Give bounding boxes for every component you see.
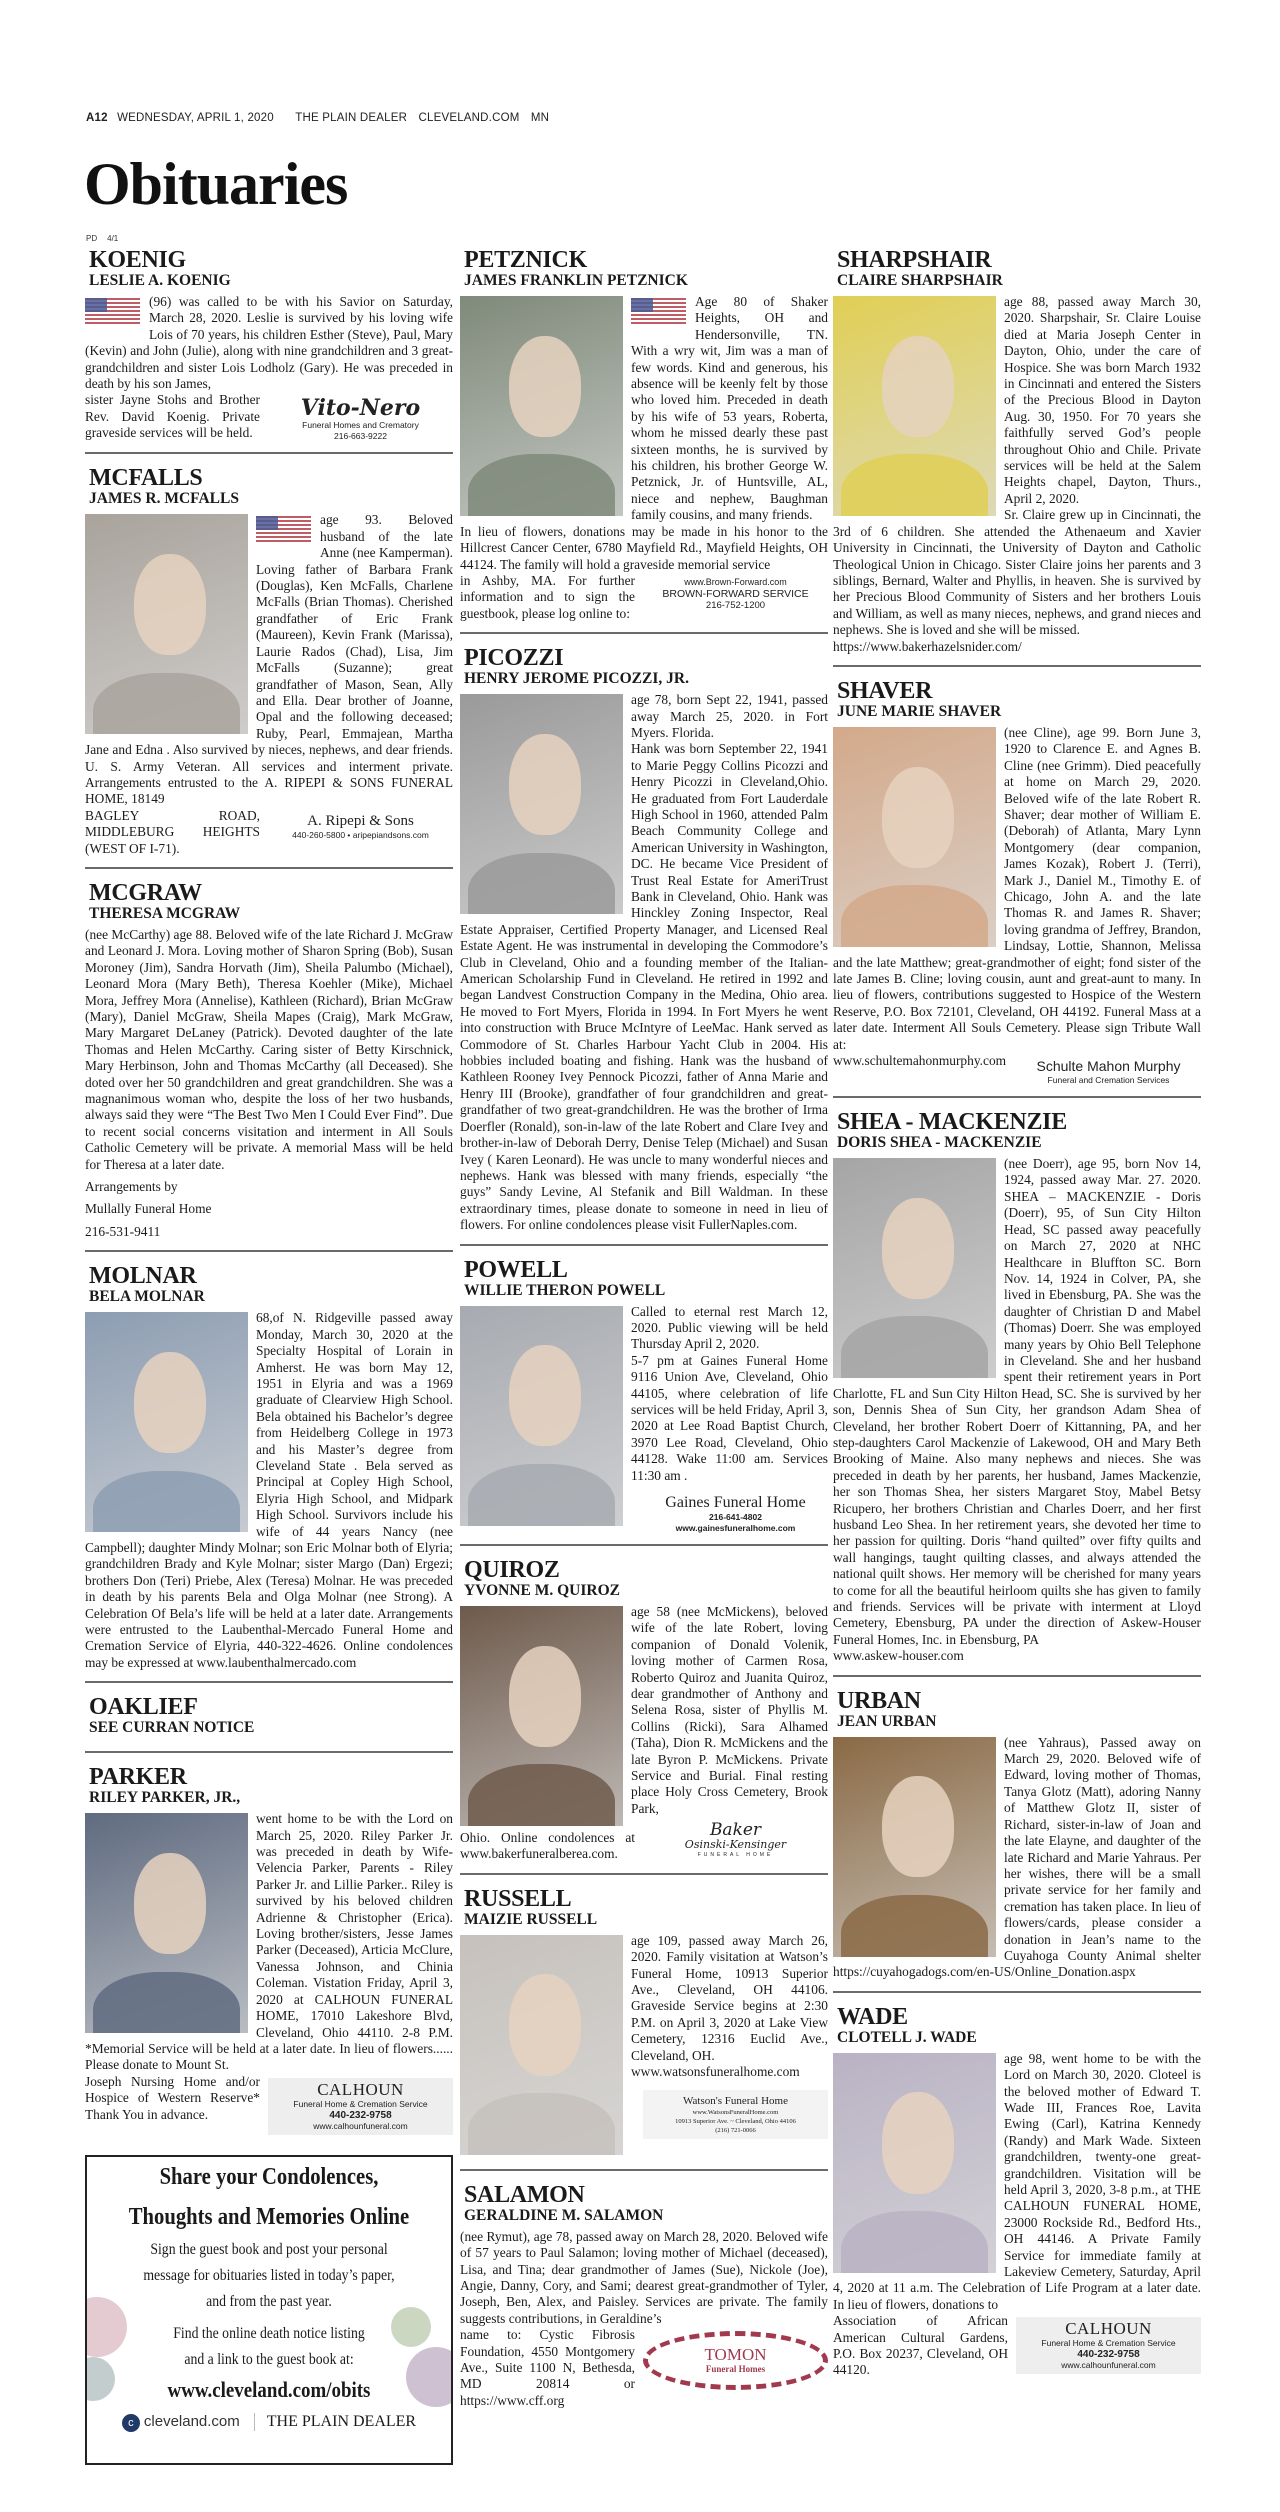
- obituary-surname: POWELL: [464, 1256, 568, 1283]
- obits-link[interactable]: www.cleveland.com/obits: [167, 2376, 371, 2402]
- obituary-full-name: JEAN URBAN: [837, 1712, 937, 1730]
- obituary-paragraph: age 78, born Sept 22, 1941, passed away March 25, 2020. in Fort Myers. Florida.: [631, 692, 828, 740]
- shoulders-shape: [468, 454, 615, 516]
- ad-headline: Thoughts and Memories Online: [128, 2203, 410, 2230]
- obituary-paragraph: www.askew-houser.com: [833, 1648, 964, 1664]
- funeral-home-logo[interactable]: [643, 577, 828, 611]
- obituary-koenig: [85, 246, 453, 454]
- logo-text: A. Ripepi & Sons: [307, 812, 414, 829]
- obituary-text: [460, 692, 828, 1233]
- masthead: [86, 112, 557, 124]
- obituary-wade: [833, 2003, 1201, 2389]
- face-shape: [882, 1198, 954, 1299]
- obituary-molnar: [85, 1262, 453, 1683]
- shoulders-shape: [468, 2093, 615, 2155]
- cleveland-brand: cleveland.com: [143, 2412, 240, 2430]
- obituary-closing: Joseph Nursing Home and/or Hospice of Western Reserve* Thank You in advance.: [85, 2073, 260, 2122]
- face-shape: [882, 2092, 954, 2193]
- face-shape: [509, 1974, 581, 2075]
- obituary-text: [460, 1304, 828, 1534]
- obituary-text: [85, 294, 453, 442]
- obituary-powell: [460, 1256, 828, 1546]
- shoulders-shape: [841, 2211, 988, 2273]
- american-flag-icon: [256, 516, 311, 543]
- funeral-home-logo[interactable]: [1016, 2317, 1201, 2374]
- obituary-parker: [85, 1763, 453, 2145]
- obituary-petznick: [460, 246, 828, 634]
- obituary-full-name: JAMES R. MCFALLS: [89, 490, 239, 508]
- shoulders-shape: [468, 1764, 615, 1826]
- column-2: [460, 246, 828, 2429]
- obituary-quiroz: [460, 1556, 828, 1875]
- face-shape: [134, 554, 206, 655]
- edition: MN: [530, 112, 550, 124]
- logo-text: Funeral Home & Cremation Service: [293, 2098, 428, 2109]
- obituary-surname: RUSSELL: [464, 1885, 572, 1912]
- arrangements-line: Arrangements by: [85, 1179, 178, 1195]
- portrait-photo: [833, 2053, 996, 2273]
- ad-text: Find the online death notice listing: [173, 2324, 365, 2342]
- face-shape: [882, 1776, 954, 1877]
- plain-dealer-brand: THE PLAIN DEALER: [254, 2413, 416, 2431]
- obituary-closing: in Ashby, MA. For further information and to sign the guestbook, please log online to:: [460, 572, 635, 621]
- obituary-text: [85, 1811, 453, 2131]
- obituary-paragraph: (nee Cline), age 99. Born June 3, 1920 to Clarence E. and Agnes B. Cline (nee Grimm). Died peacefully at home on March 29, 2020. Beloved wife of the late Robert R. Shaver; dear mother of William E. (Deborah) of Atlanta, Mary Lynn Montgomery (dear companion, James Kozak), Robert J. (Terri), Mark J., Daniel M., Timothy E. of Chicago, John A. and the late Thomas R. and James R. Shaver; loving grandma of Jeffrey, Brandon, Lindsay, Lottie, Shannon, Melissa and the late Matthew; great-grandmother of eight; fond sister of the late James B. Cline; loving cousin, aunt and great-aunt to many. In lieu of flowers, contributions suggested to Hospice of the Western Reserve, P.O. Box 72101, Cleveland, OH 44192. Funeral Mass at a later date. Interment All Souls Cemetery. Please sign Tribute Wall at:: [833, 724, 1201, 1052]
- ad-text: and from the past year.: [206, 2292, 332, 2310]
- shoulders-shape: [841, 1316, 988, 1378]
- obituary-full-name: CLAIRE SHARPSHAIR: [837, 272, 1003, 289]
- shoulders-shape: [841, 454, 988, 516]
- obituary-full-name: JAMES FRANKLIN PETZNICK: [464, 272, 688, 289]
- obituary-text: [833, 294, 1201, 655]
- logo-text: Baker: [709, 1820, 762, 1841]
- obituary-full-name: BELA MOLNAR: [89, 1288, 205, 1306]
- obituary-text: [85, 1310, 453, 1671]
- logo-text: Watson's Funeral Home: [683, 2095, 788, 2108]
- funeral-home-logo[interactable]: [1016, 1057, 1201, 1086]
- logo-text: 440-232-9758: [329, 2109, 392, 2121]
- obituary-paragraph: 68,of N. Ridgeville passed away Monday, March 30, 2020 at the Specialty Hospital of Lorain in Amherst. He was born May 12, 1951 in Elyria and was a 1969 graduate of Clearview High School. Bela obtained his Bachelor’s degree from Heidelberg College in 1973 and his Master’s degree from Cleveland State . Bela served as Principal at Copley High School, Elyria High School, and Midpark High School. Survivors include his wife of 44 years Nancy (nee Campbell); daughter Mindy Molnar; son Eric Molnar both of Elyria; grandchildren Brady and Kyle Molnar; sister Margo (Dan) Ergezi; brothers Don (Teri) Priebe, Alex (Teresa) Molnar. He was preceded in death by his parents Bela and Olga Molnar (nee Strong). A Celebration Of Bela’s life will be held at a later date. Arrangements were entrusted to the Laubenthal-Mercado Funeral Home and Cremation Service of Elyria, 440-322-4626. Online condolences may be expressed at www.laubenthalmercado.com: [85, 1310, 453, 1670]
- shoulders-shape: [93, 1972, 240, 2034]
- obituary-text: [833, 1735, 1201, 1981]
- condolences-ad[interactable]: [85, 2155, 453, 2465]
- logo-text: Schulte Mahon Murphy: [1036, 1058, 1181, 1075]
- obituary-surname: SALAMON: [464, 2181, 585, 2208]
- obituary-full-name: CLOTELL J. WADE: [837, 2028, 977, 2046]
- obituary-text: [460, 1933, 828, 2140]
- obituary-mcgraw: [85, 879, 453, 1252]
- portrait-photo: [85, 1312, 248, 1532]
- obituary-paragraph: (nee McCarthy) age 88. Beloved wife of the late Richard J. McGraw and Leonard J. Mora. Loving mother of Sharon Spring (Bob), Susan Moroney (Jim), Sandra Horvath (Jim), Sheila Palumbo (Michael), Leonard Mora (Mary Beth), Theresa Koehler (Mike), Michael Mora, Jeffrey Mora (Annelise), Kathleen (Richard), Brian McGraw (Mary), Daniel McGraw, Sheila Mapes (Craig), Mark McGraw, Mary Margaret DeLaney (Patrick). Devoted daughter of the late Thomas and Helen McCarthy. Caring sister of Betty Kirschnick, Mary Herbinson, John and Thomas McCarthy (all Deceased). She doted over her 50 grandchildren and great grandchildren. She was a magnanimous woman who, despite the loss of her two husbands, always said they were “The Best Two Men I Could Ever Find”. Due to recent social concerns visitation and interment in All Souls Catholic Cemetery will be private. A memorial Mass will be held for Theresa at a later date.: [85, 926, 453, 1172]
- newspaper-name: THE PLAIN DEALER: [295, 112, 408, 124]
- obituary-paragraph: age 88, passed away March 30, 2020. Sharpshair, Sr. Claire Louise died at Maria Joseph Center in Dayton, Ohio, under the care of Hospice. She was born March 1932 in Cincinnati and entered the Sisters of the Precious Blood in Dayton Aug. 30, 1950. For 70 years she faithfully served God’s people throughout Ohio and Chile. Private services will be held at the Salem Heights chapel, Dayton, Thurs., April 2, 2020.: [1004, 294, 1201, 506]
- logo-text: 216-641-4802: [709, 1512, 762, 1522]
- portrait-photo: [460, 1606, 623, 1826]
- obituary-full-name: GERALDINE M. SALAMON: [464, 2206, 664, 2224]
- ad-brands: [87, 2413, 451, 2432]
- logo-text: BROWN-FORWARD SERVICE: [662, 587, 809, 600]
- column-3: [833, 246, 1201, 2399]
- obituary-text: [833, 2051, 1201, 2379]
- obituary-paragraph: Called to eternal rest March 12, 2020. Public viewing will be held Thursday April 2, 2020.: [631, 1303, 828, 1352]
- portrait-photo: [833, 727, 996, 947]
- obituary-paragraph: In lieu of flowers, donations may be made in his honor to the Hillcrest Cancer Center, 6780 Mayfield Rd., Mayfield Heights, OH 44124. The family will hold a graveside memorial service: [460, 523, 828, 572]
- shoulders-shape: [468, 1464, 615, 1526]
- section-title: Obituaries: [84, 151, 348, 217]
- logo-text: Funeral Homes and Crematory: [302, 420, 419, 431]
- slug-date: 4/1: [107, 234, 119, 243]
- logo-text: www.gainesfuneralhome.com: [675, 1523, 796, 1533]
- column-1: [85, 246, 453, 2465]
- logo-text: TOMON: [704, 2345, 767, 2365]
- obituary-full-name: LESLIE A. KOENIG: [89, 272, 231, 289]
- obituary-surname: PICOZZI: [464, 645, 564, 672]
- obituary-full-name: DORIS SHEA - MACKENZIE: [837, 1134, 1042, 1152]
- obituary-text: [85, 927, 453, 1240]
- obituary-full-name: THERESA MCGRAW: [89, 904, 241, 922]
- obituary-shea-mackenzie: [833, 1108, 1201, 1677]
- arrangements-line: 216-531-9411: [85, 1223, 161, 1239]
- shoulders-shape: [93, 673, 240, 735]
- succulent-decoration: [85, 2357, 115, 2401]
- logo-text: Funeral and Cremation Services: [1047, 1075, 1170, 1086]
- logo-text: 10913 Superior Ave. ~ Cleveland, Ohio 44106: [675, 2118, 796, 2126]
- obituary-closing: BAGLEY ROAD, MIDDLEBURG HEIGHTS (WEST OF I-71).: [85, 807, 260, 856]
- obituary-full-name: HENRY JEROME PICOZZI, JR.: [464, 670, 689, 688]
- funeral-home-logo[interactable]: [268, 812, 453, 841]
- logo-text: CALHOUN: [1065, 2319, 1152, 2339]
- obituary-salamon: [460, 2181, 828, 2419]
- website: CLEVELAND.COM: [418, 112, 520, 124]
- obituary-surname: SHEA - MACKENZIE: [837, 1109, 1067, 1136]
- obituary-shaver: [833, 677, 1201, 1098]
- portrait-photo: [460, 296, 623, 516]
- logo-text: Osinski-Kensinger: [684, 1838, 787, 1852]
- portrait-photo: [85, 1813, 248, 2033]
- face-shape: [509, 734, 581, 835]
- cleveland-logo-icon: c: [122, 2414, 140, 2432]
- obituary-closing: www.schultemahonmurphy.com: [833, 1053, 1007, 1069]
- obituary-surname: SHAVER: [837, 677, 933, 704]
- obituary-paragraph: (nee Yahraus), Passed away on March 29, 2020. Beloved wife of Edward, loving mother of Thomas, Tanya Glotz (Matt), adoring Nanny of Matthew Glotz II, sister of Richard, sister-in-law of Joan and the late Elayne, and daughter of the late Richard and Marie Yahraus. Per her wishes, there will be a small private service for her family and cremation has taken place. In lieu of flowers/cards, please consider a donation in Jean’s name to the Cuyahoga County Animal shelter https://cuyahogadogs.com/en-US/Online_Donation.aspx: [833, 1734, 1201, 1980]
- portrait-photo: [460, 1935, 623, 2155]
- ad-headline: Share your Condolences,: [159, 2163, 379, 2190]
- face-shape: [509, 336, 581, 437]
- logo-text: 216-752-1200: [705, 599, 766, 611]
- obituary-full-name: JUNE MARIE SHAVER: [837, 702, 1002, 720]
- obituary-paragraph: age 58 (nee McMickens), beloved wife of the late Robert, loving companion of Donald Volenik, loving mother of Carmen Rosa, Roberto Quiroz and Juanita Quiroz, dear grandmother of Anthony and Selena Rosa, sister of Phyllis M. Collins (Ricki), Sara Alhamed (Taha), Dion R. McMickens and the late Byron P. McMickens. Private Service and Burial. Final resting place Holy Cross Cemetery, Brook Park,: [631, 1604, 828, 1816]
- obituary-surname: KOENIG: [89, 247, 186, 273]
- obituary-paragraph: (nee Doerr), age 95, born Nov 14, 1924, passed away Mar. 27. 2020. SHEA – MACKENZIE - Doris (Doerr), 95, of Sun City Hilton Head, SC passed away peacefully on March 27, 2020 at NHC Healthcare in Bluffton SC. Born Nov. 14, 1924 in Colver, PA, she lived in Ebensburg, PA. She was the daughter of Christian D and Mabel (Thomas) Doerr. She was employed many years by Ohio Bell Telephone in Cleveland. She and her husband spent their retirement years in Port Charlotte, FL and Sun City Hilton Head, SC. She is survived by her son, Dennis Shea of Sun City, her grandson Adam Shea of Cleveland, her brother Robert Doerr of Kittanning, PA, and her step-daughters Carol Mackenzie of Lakewood, OH and Mary Beth Brooking of Maine. Also many nephews and nieces. She was preceded in death by her parents, her husband, James Mackenzie, her son Thomas Shea, her sisters Margaret Stoy, Mabel Betsy Ricupero, her brothers Christian and Charles Doerr, and her first husband Leo Shea. In her retirement years, she devoted her time to her passion for quilting. Doris “hand quilted” over fifty quilts and wall hangings, taught quilting classes, and always attended the national quilt shows. Her memory will be cherished for many years to come for all the beautiful heirloom quilts she has given to family and friends. Services will be private with interment at Lloyd Cemetery, Ebensburg, PA under the direction of Askew-Houser Funeral Homes, Inc. in Ebensburg, PA: [833, 1156, 1201, 1647]
- shoulders-shape: [841, 885, 988, 947]
- portrait-photo: [833, 1158, 996, 1378]
- american-flag-icon: [85, 298, 140, 325]
- obituary-full-name: MAIZIE RUSSELL: [464, 1910, 598, 1928]
- obituary-paragraph: https://www.bakerhazelsnider.com/: [833, 638, 1022, 654]
- obituary-text: [460, 294, 828, 622]
- obituary-surname: PETZNICK: [464, 247, 587, 273]
- logo-text: 440-232-9758: [1077, 2349, 1140, 2361]
- obituary-surname: SHARPSHAIR: [837, 247, 992, 273]
- funeral-home-logo[interactable]: [643, 2090, 828, 2139]
- logo-text: CALHOUN: [317, 2079, 404, 2099]
- logo-text: Vito-Nero: [300, 395, 421, 422]
- funeral-home-logo[interactable]: [643, 1494, 828, 1534]
- obituary-text: [833, 724, 1201, 1086]
- obituary-paragraph: age 109, passed away March 26, 2020. Family visitation at Watson’s Funeral Home, 10913 Superior Ave., Cleveland, OH 44106. Graveside Service begins at 2:30 P.M. on April 3, 2020 at Lake View Cemetery, 12316 Euclid Ave., Cleveland, OH.: [631, 1932, 828, 2063]
- portrait-photo: [460, 694, 623, 914]
- obituary-closing: Ohio. Online condolences at www.bakerfuneralberea.com.: [460, 1830, 635, 1862]
- face-shape: [882, 767, 954, 868]
- portrait-photo: [833, 1737, 996, 1957]
- obituary-paragraph: went home to be with the Lord on March 25, 2020. Riley Parker Jr. was preceded in death by Wife- Velencia Parker, Parents - Riley Parker Jr. and Lillie Parker.. Riley is survived by his beloved children Adrienne & Christopher (Erica). Loving brother/sisters, Jesse James Parker (Deceased), Articia McClure, Vanessa Johnson, and Chinia Coleman. Vistation Friday, April 3, 2020 at CALHOUN FUNERAL HOME, 17010 Lakeshore Blvd, Cleveland, Ohio 44110. 2-8 P.M. *Memorial Service will be held at a later date. In lieu of flowers...... Please donate to Mount St.: [85, 1811, 453, 2073]
- obituary-paragraph: Sr. Claire grew up in Cincinnati, the 3rd of 6 children. She attended the Athenaeum and Xavier University in Cincinnati, the University of Dayton and Catholic Theological Union in Chicago. Sister Claire joins her parents and 3 siblings, Bernard, Walter and Phyllis, in heaven. She is survived by her Precious Blood Community of Sisters and her brothers Louis and William, as well as many nieces, nephews, and grand nieces and nephews. She is loved and she will be missed.: [833, 507, 1201, 638]
- obituary-text: [833, 1156, 1201, 1665]
- obituary-closing: Association of African American Cultural Gardens, P.O. Box 20237, Cleveland, OH 44120.: [833, 2313, 1008, 2378]
- face-shape: [134, 1853, 206, 1954]
- obituary-paragraph: (96) was called to be with his Savior on Saturday, March 28, 2020. Leslie is survived by his loving wife Lois of 70 years, his children Esther (Steve), Paul, Mary (Kevin) and John (Julie), along with nine grandchildren and 3 great-grandchildren and sister Lois Lodholz (Gary). He was preceded in death by his son James,: [85, 294, 453, 392]
- obituary-urban: [833, 1687, 1201, 1993]
- ad-text: Sign the guest book and post your personal: [150, 2240, 388, 2258]
- obituary-text: [85, 512, 453, 857]
- obituary-surname: MOLNAR: [89, 1263, 197, 1290]
- logo-text: 440-260-5800 • aripepiandsons.com: [292, 829, 429, 840]
- obituary-oaklief: [85, 1693, 453, 1753]
- face-shape: [134, 1352, 206, 1453]
- obituary-text: [460, 1604, 828, 1863]
- obituary-paragraph: www.watsonsfuneralhome.com: [631, 2064, 800, 2080]
- funeral-home-logo[interactable]: [643, 2331, 828, 2390]
- obituary-surname: MCFALLS: [89, 465, 203, 492]
- obituary-paragraph: 5-7 pm at Gaines Funeral Home 9116 Union Ave, Cleveland, Ohio 44105, where celebration of life services will be held Friday, April 3, 2020 at Lee Road Baptist Church, 3970 Lee Road, Cleveland, Ohio 44128. Wake 11:00 am. Services 11:30 am .: [631, 1352, 828, 1483]
- logo-text: www.calhounfuneral.com: [1061, 2360, 1156, 2371]
- logo-text: Funeral Home & Cremation Service: [1041, 2338, 1176, 2349]
- shoulders-shape: [841, 1895, 988, 1957]
- logo-text: (216) 721-0066: [715, 2127, 756, 2135]
- obituary-full-name: WILLIE THERON POWELL: [464, 1281, 666, 1299]
- obituary-surname: MCGRAW: [89, 879, 202, 906]
- funeral-home-logo[interactable]: [268, 396, 453, 442]
- logo-text: www.Brown-Forward.com: [684, 576, 787, 587]
- obituary-closing: sister Jayne Stohs and Brother Rev. David Koenig. Private graveside services will be held.: [85, 392, 260, 441]
- obituary-surname: URBAN: [837, 1687, 921, 1714]
- logo-text: www.WatsonsFuneralHome.com: [692, 2109, 779, 2117]
- face-shape: [509, 1646, 581, 1747]
- obituary-sharpshair: [833, 246, 1201, 667]
- ad-text: and a link to the guest book at:: [184, 2350, 354, 2368]
- obituary-picozzi: [460, 644, 828, 1245]
- portrait-photo: [85, 514, 248, 734]
- obituary-full-name: RILEY PARKER, JR.,: [89, 1789, 241, 1807]
- shoulders-shape: [468, 853, 615, 915]
- obituary-closing: name to: Cystic Fibrosis Foundation, 4550 Montgomery Ave., Suite 1100 N, Bethesda, MD 20814 or https://www.cff.org: [460, 2327, 635, 2408]
- shoulders-shape: [93, 1471, 240, 1533]
- obituary-paragraph: age 93. Beloved husband of the late Anne (nee Kamperman). Loving father of Barbara Frank (Douglas), Ken McFalls, Charlene McFalls (Brian Thomas). Cherished grandfather of Eric Frank (Maureen), Kevin Frank (Marissa), Laurie Rados (Chad), Lisa, Jim McFalls (Suzanne); great grandfather of Mason, Sean, Ally and Ella. Dear brother of Joanne, Opal and the following deceased; Ruby, Pearl, Emmajean, Martha Jane and Edna . Also survived by nieces, nephews, and dear friends. U. S. Army Veteran. All services and interment private. Arrangements entrusted to the A. RIPEPI & SONS FUNERAL HOME, 18149: [85, 512, 453, 807]
- obituary-text: [460, 2229, 828, 2409]
- page-number: A12: [86, 112, 108, 124]
- obituary-surname: OAKLIEF: [89, 1694, 198, 1721]
- obituary-full-name: SEE CURRAN NOTICE: [89, 1719, 255, 1737]
- funeral-home-logo[interactable]: [268, 2078, 453, 2135]
- logo-text: www.calhounfuneral.com: [313, 2120, 408, 2131]
- american-flag-icon: [631, 298, 686, 325]
- obituary-surname: PARKER: [89, 1764, 187, 1791]
- ad-text: message for obituaries listed in today’s paper,: [143, 2266, 395, 2284]
- logo-text: Gaines Funeral Home: [665, 1494, 806, 1511]
- obituary-surname: WADE: [837, 2003, 908, 2030]
- face-shape: [882, 336, 954, 437]
- portrait-photo: [833, 296, 996, 516]
- portrait-photo: [460, 1306, 623, 1526]
- funeral-home-logo[interactable]: [643, 1821, 828, 1861]
- obituary-surname: QUIROZ: [464, 1557, 560, 1583]
- obituary-paragraph: age 98, went home to be with the Lord on March 30, 2020. Cloteel is the beloved mother of Edward T. Wade III, Frances Roe, Lavita Ewing (Carl), Katrina Kennedy (Randy) and Mark Wade. Sixteen grandchildren, twenty-one great-grandchildren. Visitation will be held April 3, 2020, 3-8 p.m., at THE CALHOUN FUNERAL HOME, 23000 Rockside Rd., Bedford Hts., OH 44146. A Private Family Service for immediate family at Lakeview Cemetery, Saturday, April 4, 2020 at 11 a.m. The Celebration of Life Program at a later date. In lieu of flowers, donations to: [833, 2050, 1201, 2312]
- obituary-paragraph: (nee Rymut), age 78, passed away on March 28, 2020. Beloved wife of 57 years to Paul Salamon; loving mother of Michael (deceased), Lisa, and Tina; dear grandmother of James (Sue), Nickole (Joe), Angie, Danny, Cory, and Sami; dearest great-grandmother of Tyler, Joseph, Ben, Alex, and Paisley. Services are private. The family suggests contributions, in Geraldine’s: [460, 2228, 828, 2326]
- logo-text: Funeral Homes: [705, 2364, 766, 2375]
- logo-text: 216-663-9222: [334, 431, 387, 442]
- obituary-mcfalls: [85, 464, 453, 869]
- logo-text: FUNERAL HOME: [697, 1852, 774, 1859]
- issue-date: WEDNESDAY, APRIL 1, 2020: [117, 112, 274, 124]
- arrangements-line: Mullally Funeral Home: [85, 1201, 212, 1217]
- face-shape: [509, 1345, 581, 1446]
- slug: [86, 234, 128, 243]
- obituary-paragraph: Hank was born September 22, 1941 to Marie Peggy Collins Picozzi and Henry Picozzi in Cleveland,Ohio. He graduated from Fort Lauderdale High School in 1960, attended Palm Beach Community College and American University in Washington, DC. He became Vice President of Trust Real Estate for AmeriTrust Bank in Cleveland, Ohio. Hank was Hinckley Zoning Inspector, Real Estate Appraiser, Certified Property Manager, and Licensed Real Estate Agent. He was instrumental in developing the Commodore’s Club in Cleveland, Ohio and a founding member of the Italian-American Scholarship Fund in Cleveland. He retired in 1992 and began Landvest Construction Company in the Medina, Ohio area. He moved to Fort Myers, Florida in 1994. In Fort Myers he went into construction with Bruce McIntyre of LeeMac. Hank served as Commodore of St. Charles Harbour Yacht Club in 2004. His hobbies included boating and fishing. Hank was the husband of Kathleen Rooney Ivey Pennock Picozzi, father of Anna Marie and Henry III (Brooke), grandfather of four grandchildren and great-grandfather of two great-grandchildren. He was the brother of Irma Doerfler (Ronald), son-in-law of the late Robert and Clare Ivey and brother-in-law of Deborah Derry, Denise Telep (Michael) and Susan Ivey ( Karen Leonard). He was uncle to many wonderful nieces and nephews. Hank was blessed with many friends, especially “the guys” Sandy Levine, Al Stefanik and Bill Waldman. In these extraordinary times, please donate to someone in need in lieu of flowers. For online condolences please visit FullerNaples.com.: [460, 741, 828, 1233]
- slug-code: PD: [86, 234, 98, 243]
- obituary-paragraph: Age 80 of Shaker Heights, OH and Hendersonville, TN. With a wry wit, Jim was a man of few words. Kind and generous, his absence will be keenly felt by those who loved him. Preceded in death by his wife of 53 years, Roberta, whom he missed dearly these past sixteen months, he is survived by his children, his brother George W. Petznick, Jr. of Huntsville, AL, niece and nephew, Baughman family cousins, and many friends.: [631, 294, 828, 523]
- obituary-full-name: YVONNE M. QUIROZ: [464, 1582, 620, 1599]
- obituary-russell: [460, 1885, 828, 2171]
